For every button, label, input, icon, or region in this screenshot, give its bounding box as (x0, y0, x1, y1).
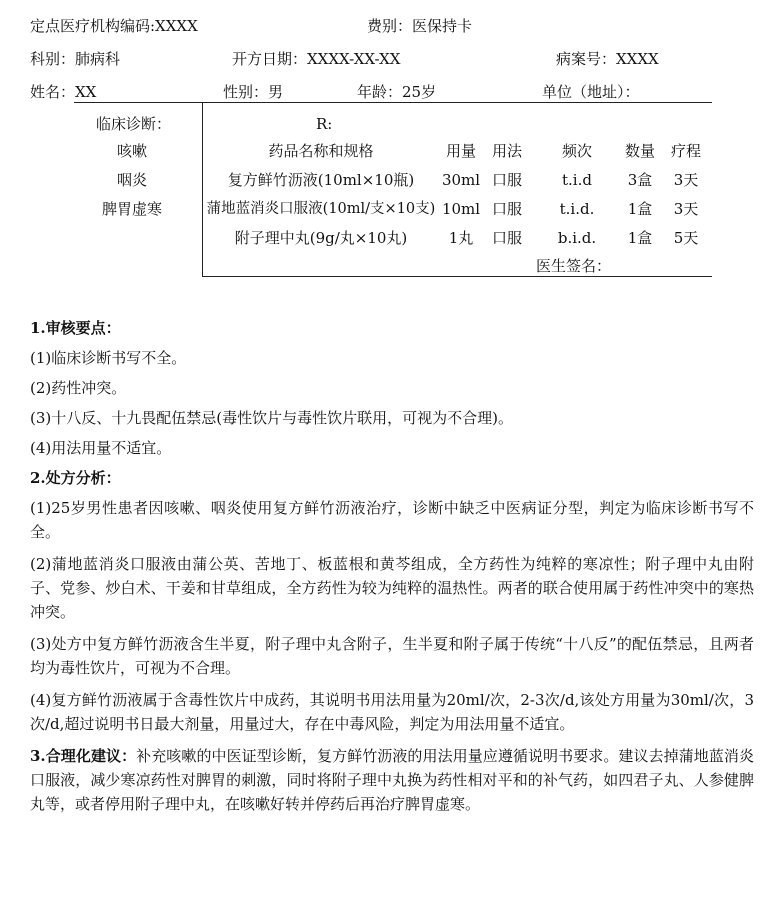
patient-age: 年龄：25岁 (357, 83, 437, 101)
patient-unit: 单位（地址）： (542, 83, 640, 101)
header-quantity: 数量 (624, 142, 655, 160)
suggestion-paragraph (30, 744, 754, 816)
table-top-border (74, 102, 712, 103)
table-divider (202, 102, 203, 276)
patient-name: 姓名：XX (30, 83, 97, 101)
header-course: 疗程 (670, 142, 701, 160)
drug-name: 复方鲜竹沥液(10ml×10瓶) (227, 171, 415, 189)
patient-gender: 性别：男 (223, 83, 284, 101)
analysis-point: (1)25岁男性患者因咳嗽、咽炎使用复方鲜竹沥液治疗，诊断中缺乏中医病证分型，判定为临床诊断书写不全。 (30, 499, 754, 541)
diagnosis-item: 咽炎 (116, 171, 147, 189)
drug-quantity: 3盒 (627, 171, 653, 189)
analysis-point: (4)复方鲜竹沥液属于含毒性饮片中成药，其说明书用法用量为20ml/次，2-3次/d,该处方用量为30ml/次，3次/d,超过说明书日最大剂量，用量过大，存在中毒风险，判定为用法用量不适宜。 (30, 691, 754, 733)
record-number: 病案号：XXXX (556, 50, 659, 68)
prescription-date: 开方日期：XXXX-XX-XX (232, 50, 401, 68)
analysis-point: (2)蒲地蓝消炎口服液由蒲公英、苦地丁、板蓝根和黄芩组成，全方药性为纯粹的寒凉性；附子理中丸由附子、党参、炒白术、干姜和甘草组成，全方药性为较为纯粹的温热性。两者的联合使用属于药性冲突中的寒热冲突。 (30, 555, 754, 621)
drug-quantity: 1盒 (627, 229, 653, 247)
drug-frequency: t.i.d. (559, 200, 595, 218)
drug-quantity: 1盒 (627, 200, 653, 218)
diagnosis-item: 脾胃虚寒 (101, 200, 162, 218)
analysis-title: 2.处方分析： (30, 469, 121, 487)
analysis-point: (3)处方中复方鲜竹沥液含生半夏，附子理中丸含附子，生半夏和附子属于传统“十八反”的配伍禁忌，且两者均为毒性饮片，可视为不合理。 (30, 635, 754, 677)
drug-frequency: b.i.d. (557, 229, 597, 247)
drug-dose: 1丸 (448, 229, 474, 247)
drug-dose: 30ml (441, 171, 481, 189)
review-point: (3)十八反、十九畏配伍禁忌(毒性饮片与毒性饮片联用，可视为不合理)。 (30, 409, 513, 427)
suggestion-title: 3.合理化建议： (30, 747, 137, 765)
table-bottom-border (202, 276, 712, 277)
review-point: (4)用法用量不适宜。 (30, 439, 172, 457)
drug-course: 3天 (673, 171, 699, 189)
drug-course: 5天 (673, 229, 699, 247)
doctor-signature-label: 医生签名： (536, 257, 612, 275)
department: 科别：肺病科 (30, 50, 121, 68)
diagnosis-label: 临床诊断： (96, 115, 172, 133)
review-point: (2)药性冲突。 (30, 379, 127, 397)
institution-code: 定点医疗机构编码:XXXX (30, 17, 198, 35)
drug-route: 口服 (491, 200, 522, 218)
review-title: 1.审核要点： (30, 319, 121, 337)
fee-type: 费别：医保持卡 (367, 17, 473, 35)
suggestion-text: 补充咳嗽的中医证型诊断，复方鲜竹沥液的用法用量应遵循说明书要求。建议去掉蒲地蓝消炎口服液，减少寒凉药性对脾胃的刺激，同时将附子理中丸换为药性相对平和的补气药，如四君子丸、人参健脾丸等，或者停用附子理中丸，在咳嗽好转并停药后再治疗脾胃虚寒。 (30, 747, 754, 813)
analysis-section (30, 316, 754, 824)
drug-name: 附子理中丸(9g/丸×10丸) (234, 229, 408, 247)
drug-course: 3天 (673, 200, 699, 218)
header-route: 用法 (491, 142, 522, 160)
drug-dose: 10ml (441, 200, 481, 218)
diagnosis-item: 咳嗽 (116, 142, 147, 160)
header-dose: 用量 (445, 142, 476, 160)
drug-route: 口服 (491, 229, 522, 247)
rp-marker: R: (316, 115, 333, 133)
header-frequency: 频次 (561, 142, 592, 160)
header-drug-name: 药品名称和规格 (268, 142, 374, 160)
drug-name: 蒲地蓝消炎口服液(10ml/支×10支) (206, 201, 436, 217)
review-point: (1)临床诊断书写不全。 (30, 349, 187, 367)
drug-frequency: t.i.d (562, 171, 592, 189)
drug-route: 口服 (491, 171, 522, 189)
